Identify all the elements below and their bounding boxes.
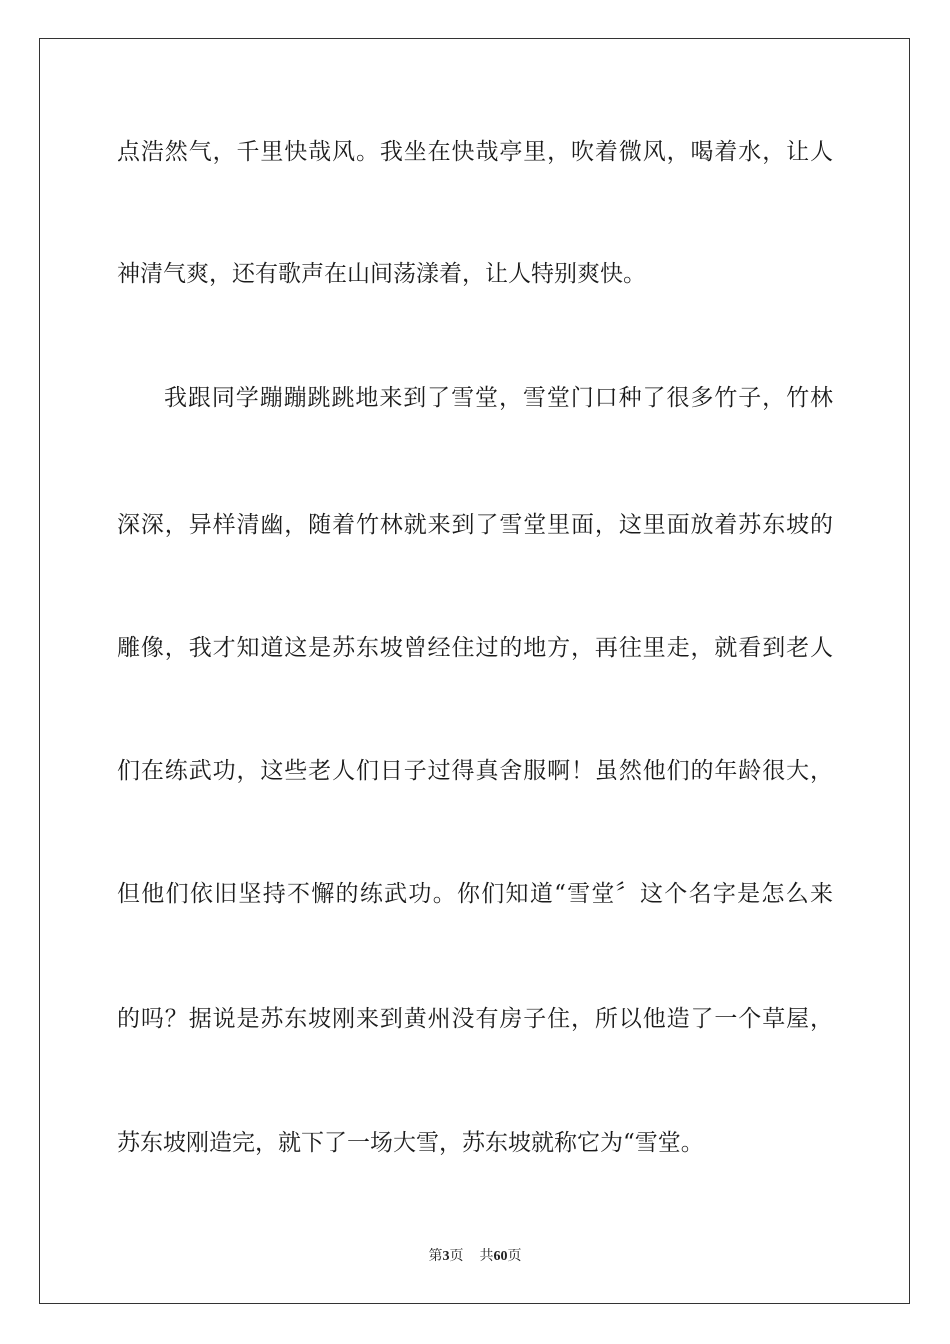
paragraph-2-line-1: 我跟同学蹦蹦跳跳地来到了雪堂，雪堂门口种了很多竹子，竹林 bbox=[164, 385, 833, 411]
text-line-1: 点浩然气，千里快哉风。我坐在快哉亭里，吹着微风，喝着水，让人 bbox=[117, 139, 833, 165]
paragraph-2-line-6: 的吗？据说是苏东坡刚来到黄州没有房子住，所以他造了一个草屋， bbox=[117, 1006, 833, 1032]
footer-total-pages: 60 bbox=[493, 1249, 508, 1264]
paragraph-2-line-3: 雕像，我才知道这是苏东坡曾经住过的地方，再往里走，就看到老人 bbox=[117, 635, 833, 661]
footer-page-number: 3 bbox=[442, 1249, 450, 1264]
paragraph-2-line-7: 苏东坡刚造完，就下了一场大雪，苏东坡就称它为“雪堂。 bbox=[117, 1130, 704, 1156]
text-line-2: 神清气爽，还有歌声在山间荡漾着，让人特别爽快。 bbox=[117, 261, 646, 287]
page-border bbox=[39, 38, 910, 1304]
footer-total-prefix: 共 bbox=[479, 1248, 494, 1264]
footer-total-suffix: 页 bbox=[507, 1248, 522, 1264]
paragraph-2-line-4: 们在练武功，这些老人们日子过得真舍服啊！虽然他们的年龄很大， bbox=[117, 758, 833, 784]
page-footer bbox=[0, 1246, 950, 1267]
footer-page-suffix: 页 bbox=[449, 1248, 464, 1264]
paragraph-2-line-5: 但他们依旧坚持不懈的练武功。你们知道“雪堂〞这个名字是怎么来 bbox=[117, 881, 833, 907]
footer-page-prefix: 第 bbox=[428, 1248, 443, 1264]
paragraph-2-line-2: 深深，异样清幽，随着竹林就来到了雪堂里面，这里面放着苏东坡的 bbox=[117, 512, 833, 538]
